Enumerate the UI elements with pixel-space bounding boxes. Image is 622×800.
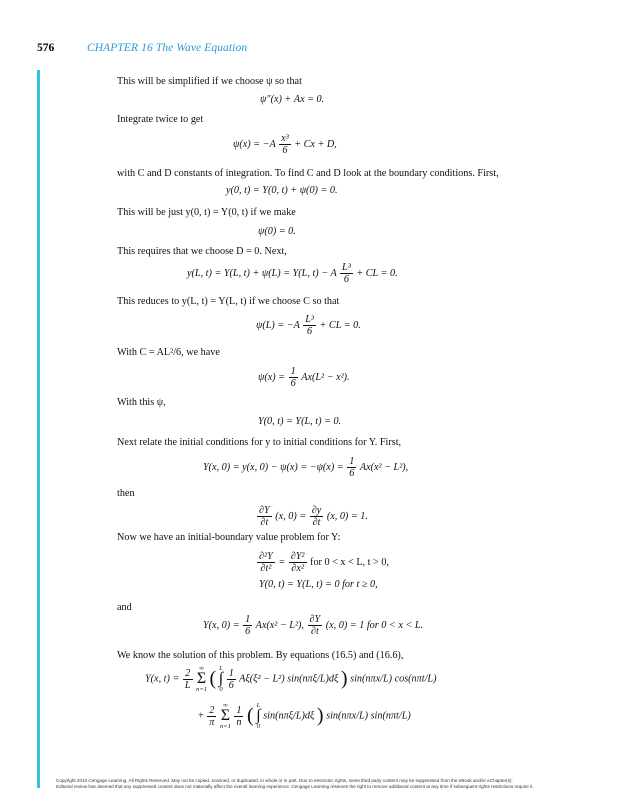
eq14-int-lower: 0 — [219, 686, 223, 693]
eq7-lhs: ψ(x) = — [258, 371, 286, 383]
eq11-fraction-2 — [289, 551, 307, 574]
eq14-rhs: sin(nπx/L) cos(nπt/L) — [350, 673, 437, 685]
equation-15 — [198, 702, 411, 730]
text-line-4: This will be just y(0, t) = Y(0, t) if we make — [117, 207, 296, 218]
integral-symbol: ∫ — [256, 707, 261, 724]
eq9-num: 1 — [349, 456, 355, 467]
eq6-fraction — [303, 314, 316, 337]
text-line-5: This requires that we choose D = 0. Next, — [117, 246, 287, 257]
eq13-den-2: ∂t — [310, 626, 319, 637]
left-paren: ( — [209, 667, 217, 690]
copyright-footer — [56, 778, 534, 790]
equation-14 — [145, 665, 436, 693]
eq10-den-1: ∂t — [260, 517, 269, 528]
eq11-den-1: ∂t² — [260, 563, 272, 574]
equation-10 — [256, 505, 368, 528]
right-paren: ) — [316, 704, 324, 727]
eq6-rhs: + CL = 0. — [319, 319, 361, 331]
eq14-integrand: Aξ(ξ² − L²) sin(nπξ/L)dξ — [239, 673, 339, 685]
equation-6 — [256, 314, 361, 337]
eq2-fraction — [279, 133, 291, 156]
eq15-plus: + — [198, 710, 204, 722]
integral-symbol: ∫ — [218, 670, 224, 687]
text-line-10: then — [117, 488, 135, 499]
eq11-den-2: ∂x² — [291, 563, 304, 574]
eq15-den: π — [209, 716, 215, 728]
eq14-integral — [219, 665, 223, 693]
eq14-den-2: 6 — [228, 679, 234, 691]
eq10-fraction-2 — [310, 505, 324, 528]
eq7-den: 6 — [290, 378, 296, 389]
eq10-num-2: ∂y — [311, 505, 322, 516]
text-line-2: Integrate twice to get — [117, 114, 204, 125]
eq11-rhs: for 0 < x < L, t > 0, — [310, 556, 389, 568]
eq6-den: 6 — [307, 326, 313, 337]
text-line-13: We know the solution of this problem. By equations (16.5) and (16.6), — [117, 650, 404, 661]
text-line-7: With C = AL²/6, we have — [117, 347, 220, 358]
text-line-6: This reduces to y(L, t) = Y(L, t) if we choose C so that — [117, 296, 340, 307]
eq14-summation — [196, 665, 207, 693]
eq6-lhs: ψ(L) = −A — [256, 319, 300, 331]
eq14-lhs: Y(x, t) = — [145, 673, 180, 685]
left-paren: ( — [247, 704, 254, 727]
chapter-title: CHAPTER 16 The Wave Equation — [87, 42, 248, 54]
text-line-12: and — [117, 602, 132, 613]
eq14-num: 2 — [183, 668, 193, 680]
eq15-fraction-2 — [234, 705, 243, 728]
eq15-rhs: sin(nπx/L) sin(nπt/L) — [326, 710, 411, 722]
eq11-fraction-1 — [257, 551, 275, 574]
eq5-lhs: y(L, t) = Y(L, t) + ψ(L) = Y(L, t) − A — [187, 267, 337, 279]
eq10-rhs: (x, 0) = 1. — [326, 510, 368, 522]
eq9-fraction — [347, 456, 356, 479]
eq2-num: x³ — [281, 133, 289, 144]
page-header — [0, 36, 622, 62]
eq5-rhs: + CL = 0. — [356, 267, 398, 279]
eq10-mid: (x, 0) = — [275, 510, 307, 522]
eq11-mid: = — [278, 556, 286, 568]
eq15-den-2: n — [236, 716, 242, 728]
eq13-num-2: ∂Y — [309, 614, 321, 625]
eq13-den-1: 6 — [245, 626, 251, 637]
eq13-mid: Ax(x² − L²), — [255, 619, 304, 631]
eq14-den: L — [184, 679, 191, 691]
eq9-rhs: Ax(x² − L²), — [359, 461, 409, 473]
eq14-sum-upper: ∞ — [199, 665, 204, 672]
eq13-lhs: Y(x, 0) = — [203, 619, 240, 631]
eq13-rhs: (x, 0) = 1 for 0 < x < L. — [325, 619, 424, 631]
equation-4: ψ(0) = 0. — [258, 226, 296, 237]
equation-1: ψ″(x) + Ax = 0. — [260, 94, 325, 105]
eq2-rhs: + Cx + D, — [294, 138, 337, 150]
eq10-fraction-1 — [257, 505, 272, 528]
eq15-num: 2 — [207, 705, 216, 717]
text-line-9: Next relate the initial conditions for y to initial conditions for Y. First, — [117, 437, 402, 448]
eq15-sum-upper: ∞ — [223, 702, 228, 709]
eq10-den-2: ∂t — [312, 517, 321, 528]
copyright-line-1: Copyright 2010 Cengage Learning. All Rights Reserved. May not be copied, scanned, or duplicated, in whole or in part. Due to electronic rights, some third party content may be suppressed from the eBook and/or eChapter(s). — [56, 778, 513, 783]
eq14-fraction — [183, 668, 193, 691]
equation-9 — [203, 456, 408, 479]
eq11-num-1: ∂²Y — [259, 551, 273, 562]
eq13-fraction-1 — [243, 614, 252, 637]
sigma-symbol: Σ — [220, 707, 231, 724]
equation-7 — [258, 366, 350, 389]
sigma-symbol: Σ — [196, 670, 207, 687]
eq5-fraction — [340, 262, 353, 285]
eq15-sum-lower: n=1 — [219, 723, 231, 730]
eq10-num-1: ∂Y — [259, 505, 270, 516]
equation-12: Y(0, t) = Y(L, t) = 0 for t ≥ 0, — [259, 579, 378, 590]
eq7-rhs: Ax(L² − x²). — [301, 371, 350, 383]
eq14-int-upper: L — [219, 665, 223, 672]
margin-accent-bar — [37, 70, 40, 788]
equation-13 — [203, 614, 423, 637]
eq14-fraction-2 — [227, 668, 236, 691]
text-line-11: Now we have an initial-boundary value problem for Y: — [117, 532, 341, 543]
eq5-den: 6 — [343, 274, 349, 285]
copyright-line-2: Editorial review has deemed that any suppressed content does not materially affect the overall learning experience. Cengage Learning reserves the right to remove additional content at any time if subsequent rights restrictions require it. — [56, 784, 534, 789]
eq15-integral — [256, 702, 260, 730]
eq14-num-2: 1 — [228, 667, 234, 679]
eq15-num-2: 1 — [236, 704, 242, 716]
equation-3: y(0, t) = Y(0, t) + ψ(0) = 0. — [226, 185, 338, 196]
page-number: 576 — [37, 42, 55, 54]
text-line-3: with C and D constants of integration. To find C and D look at the boundary conditions. First, — [117, 168, 499, 179]
eq15-int-upper: L — [256, 702, 261, 709]
eq7-fraction — [289, 366, 298, 389]
right-paren: ) — [340, 667, 348, 690]
eq15-int-lower: 0 — [256, 723, 261, 730]
equation-11 — [256, 551, 389, 574]
eq9-lhs: Y(x, 0) = y(x, 0) − ψ(x) = −ψ(x) = — [203, 461, 344, 473]
eq15-fraction — [207, 705, 216, 728]
equation-2 — [233, 133, 337, 156]
eq15-integrand: sin(nπξ/L)dξ — [263, 710, 315, 722]
eq14-sum-lower: n=1 — [196, 686, 207, 693]
text-line-1: This will be simplified if we choose ψ so that — [117, 76, 302, 87]
eq13-fraction-2 — [308, 614, 323, 637]
eq9-den: 6 — [349, 468, 355, 479]
eq15-summation — [220, 702, 231, 730]
eq11-num-2: ∂Y² — [290, 551, 305, 562]
text-line-8: With this ψ, — [117, 397, 166, 408]
eq7-num: 1 — [290, 366, 296, 377]
eq2-lhs: ψ(x) = −A — [233, 138, 276, 150]
equation-8: Y(0, t) = Y(L, t) = 0. — [258, 416, 342, 427]
eq5-num: L³ — [342, 262, 351, 273]
eq6-num: L³ — [305, 314, 314, 325]
equation-5 — [187, 262, 398, 285]
eq2-den: 6 — [282, 145, 288, 156]
eq13-num-1: 1 — [245, 614, 251, 625]
